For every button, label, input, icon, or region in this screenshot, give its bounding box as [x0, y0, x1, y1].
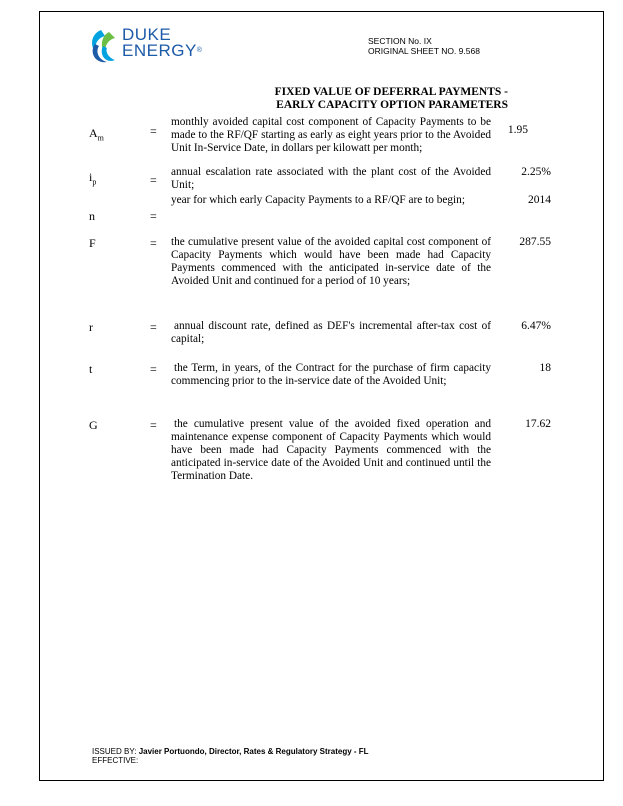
param-description-t: the Term, in years, of the Contract for the purchase of firm capacity commencing prior to the in-service date of the Avoided Unit; — [171, 362, 491, 387]
param-symbol-f: F — [89, 236, 96, 250]
param-description-ip: annual escalation rate associated with the plant cost of the Avoided Unit; — [171, 166, 491, 191]
issued-by-label: ISSUED BY: — [92, 747, 137, 756]
logo-line-2: ENERGY — [122, 41, 197, 60]
equals-sign: = — [150, 124, 157, 138]
logo-line-1: DUKE — [122, 25, 172, 44]
issued-by-line — [92, 747, 369, 756]
equals-sign: = — [150, 320, 157, 334]
param-symbol-r: r — [89, 320, 93, 334]
section-number: SECTION No. IX — [368, 36, 432, 46]
param-value-n: 2014 — [528, 194, 551, 206]
param-value-t: 18 — [539, 362, 551, 374]
param-value-f: 287.55 — [519, 236, 551, 248]
param-symbol-n: n — [89, 209, 95, 223]
param-symbol-ip: $i_p$ — [89, 170, 97, 187]
equals-sign: = — [150, 209, 157, 223]
title-line-1: FIXED VALUE OF DEFERRAL PAYMENTS - — [274, 86, 508, 98]
equals-sign: = — [150, 236, 157, 250]
param-value-ip: 2.25% — [521, 166, 551, 178]
param-description-g: the cumulative present value of the avoided fixed operation and maintenance expense component of Capacity Payments which would have been made had Capacity Payments commenced with the anticipated in-service date of the Avoided Unit and continued until the Termination Date. — [171, 418, 491, 482]
param-description-f: the cumulative present value of the avoided capital cost component of Capacity Payments which would have been made had Capacity Payments commenced with the anticipated in-service date of the Avoided Unit and continued for a period of 10 years; — [171, 236, 491, 287]
equals-sign: = — [150, 173, 157, 187]
company-logo-text: DUKE ENERGY® — [122, 25, 203, 60]
sheet-number: ORIGINAL SHEET NO. 9.568 — [368, 46, 480, 56]
param-description-n: year for which early Capacity Payments to a RF/QF are to begin; — [171, 194, 465, 206]
param-value-r: 6.47% — [521, 320, 551, 332]
param-symbol-am: $A_m$ — [89, 126, 104, 143]
page-title — [236, 86, 508, 112]
param-value-am: 1.95 — [507, 124, 528, 136]
param-symbol-g: G — [89, 418, 98, 432]
param-symbol-t: t — [89, 362, 93, 376]
equals-sign: = — [150, 362, 157, 376]
effective-label: EFFECTIVE: — [92, 756, 139, 765]
param-value-g: 17.62 — [525, 418, 551, 430]
title-line-2: EARLY CAPACITY OPTION PARAMETERS — [276, 99, 508, 111]
equals-sign: = — [150, 418, 157, 432]
param-description-am: monthly avoided capital cost component of Capacity Payments to be made to the RF/QF starting as early as eight years prior to the Avoided Unit In-Service Date, in dollars per kilowatt per month; — [171, 116, 491, 154]
param-description-r: annual discount rate, defined as DEF's incremental after-tax cost of capital; — [171, 320, 491, 345]
sheet-header — [368, 36, 480, 56]
issued-by-name: Javier Portuondo, Director, Rates & Regulatory Strategy - FL — [138, 747, 369, 756]
